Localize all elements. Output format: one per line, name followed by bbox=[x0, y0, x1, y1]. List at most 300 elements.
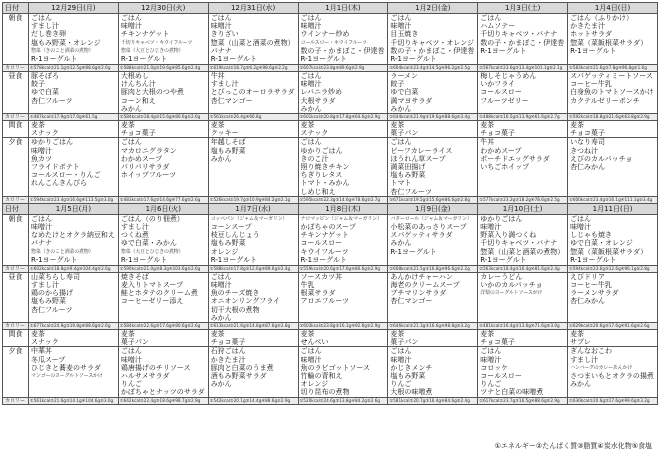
menu-item: 味噌汁 bbox=[480, 355, 502, 364]
menu-item: 豚そぼろ bbox=[31, 72, 59, 80]
menu-item: 麦茶 bbox=[31, 330, 45, 339]
snack-label: 間食 bbox=[3, 330, 29, 347]
snack-cell bbox=[388, 330, 478, 347]
menu-item: 麦茶 bbox=[300, 330, 315, 339]
nutrition-values: ①607kcal②23.8g④89.6g⑤2.9g bbox=[298, 65, 388, 72]
menu-item: 杏仁フルーツ bbox=[390, 187, 432, 196]
menu-item: 麦茶 bbox=[300, 121, 315, 130]
menu-item: チキンナゲット bbox=[120, 30, 170, 39]
lunch-cell bbox=[118, 272, 208, 322]
menu-item: 野菜入り満つくね bbox=[480, 231, 537, 240]
nutrition-values: ①559kcal②20.6g③17.6g④80.6g⑤2.9g bbox=[298, 265, 388, 272]
menu-item: バナナ bbox=[210, 46, 232, 55]
lunch-cell bbox=[568, 272, 658, 322]
menu-item: 惣菜（きのこと酒菜の煮物） bbox=[31, 248, 94, 255]
breakfast-cell bbox=[478, 14, 568, 65]
nutrition-values: ①563kcal②18.4g③16.4g④81.6g⑤2.4g bbox=[478, 265, 568, 272]
menu-item: チョコ菓子 bbox=[120, 129, 156, 138]
menu-item: 塩もみ野菜 bbox=[390, 171, 426, 180]
menu-item: 餃子 bbox=[390, 80, 405, 89]
lunch-cell bbox=[29, 72, 119, 114]
menu-item: 切り昆布の煮物 bbox=[300, 388, 350, 397]
menu-item: 味噌汁 bbox=[210, 281, 232, 290]
menu-item: R-1ヨーグルト bbox=[300, 255, 347, 264]
menu-item: コーンスープ bbox=[210, 223, 252, 232]
menu-item: 大根めし bbox=[120, 72, 149, 80]
menu-item: みかん bbox=[210, 380, 232, 389]
menu-item: えびのカルパッチョ bbox=[570, 154, 633, 163]
menu-item: コーヒー牛乳 bbox=[570, 281, 612, 290]
menu-item: すまし汁 bbox=[31, 281, 59, 290]
menu-item: 数の子・かまぼこ・伊達巻 bbox=[390, 46, 475, 55]
dinner-cell bbox=[388, 138, 478, 196]
nutrition-values: ①581kcal②20.7g③16.4g④84.6g⑤2.4g bbox=[388, 397, 478, 404]
menu-item: 洋梨のヨーグルトソースがけ bbox=[480, 290, 543, 297]
menu-item: 満マヨサラダ bbox=[390, 96, 433, 105]
menu-item: ラーメンサラダ bbox=[570, 289, 619, 298]
menu-item: あんかけチャーハン bbox=[390, 272, 453, 281]
nutrition-values: ①603kcal②23.8g③16.1g④92.6g⑤2.9g bbox=[298, 323, 388, 330]
menu-item: わかめスープ bbox=[480, 146, 522, 155]
nutrition-values: ①483kcal②17.6g③14.6g④77.6g⑤2.6g bbox=[118, 196, 208, 203]
nutrition-values: ①590kcal②21.0g③8.3g④103.6g⑤2.6g bbox=[118, 265, 208, 272]
menu-item: R-1ヨーグルト bbox=[31, 55, 78, 64]
menu-item: だし巻き卵 bbox=[31, 30, 66, 39]
menu-item: レバニラ炒め bbox=[300, 88, 343, 97]
nutrition-values: ①526kcal②19.7g③10.9g④84.2g⑤2.1g bbox=[208, 196, 298, 203]
menu-item: パリパリサラダ bbox=[120, 163, 170, 172]
menu-item: みかん bbox=[570, 380, 592, 389]
menu-item: 千切りキャベツ・キウイフルーツ bbox=[120, 39, 193, 46]
snack-cell bbox=[29, 330, 119, 347]
menu-item: ごはん bbox=[31, 214, 52, 223]
menu-item: 杏仁みかん bbox=[570, 163, 606, 172]
lunch-row bbox=[3, 272, 658, 322]
calorie-label: カロリー bbox=[3, 65, 29, 72]
menu-item: 牛丼 bbox=[480, 138, 495, 147]
menu-item: 数の子・かまぼこ・伊達巻 bbox=[480, 38, 565, 47]
snack-cell bbox=[478, 121, 568, 138]
nutrition-values: ①481kcal②16.4g③13.6g④71.6g⑤3.0g bbox=[478, 323, 568, 330]
nutrition-row bbox=[3, 397, 658, 404]
lunch-cell bbox=[29, 272, 119, 322]
menu-item: 年越しそば bbox=[210, 138, 246, 147]
menu-item: 塩もみ野菜・オレンジ bbox=[31, 38, 101, 47]
snack-cell bbox=[568, 121, 658, 138]
lunch-cell bbox=[388, 72, 478, 114]
dinner-cell bbox=[478, 347, 568, 397]
lunch-cell bbox=[388, 272, 478, 322]
nutrition-values: ①594kcal②23.6g③12.6g④96.1g⑤2.8g bbox=[568, 265, 658, 272]
date-corner-label: 日付 bbox=[3, 3, 29, 14]
menu-item: 魚のラビゴットソース bbox=[300, 363, 371, 372]
breakfast-row bbox=[3, 14, 658, 65]
menu-item: みかん bbox=[390, 104, 412, 113]
date-header: 1月6日(火) bbox=[118, 203, 208, 214]
menu-item: チョコ菓子 bbox=[480, 338, 516, 347]
date-header: 1月4日(日) bbox=[568, 3, 658, 14]
breakfast-cell bbox=[298, 214, 388, 265]
breakfast-cell bbox=[298, 14, 388, 65]
menu-item: 味噌汁 bbox=[31, 223, 52, 232]
breakfast-cell bbox=[118, 14, 208, 65]
menu-item: コールスロー bbox=[480, 88, 522, 97]
menu-item: なめたけとオクラ納豆和え bbox=[31, 231, 115, 240]
menu-item: バナナ bbox=[31, 239, 52, 248]
nutrition-values: ①629kcal②20.6g③17.6g④91.6g⑤2.6g bbox=[568, 323, 658, 330]
menu-item: 豚肉と大根のつや煮 bbox=[120, 88, 184, 97]
menu-item: マカロニグラタン bbox=[120, 146, 177, 155]
menu-item: 酒もみ野菜サラダ bbox=[210, 372, 267, 381]
menu-item: オレンジ bbox=[300, 380, 329, 389]
menu-item: いなり寿司 bbox=[570, 138, 606, 147]
menu-item: 麦茶 bbox=[480, 330, 495, 339]
lunch-label: 昼食 bbox=[3, 272, 29, 322]
menu-item: すまし汁 bbox=[31, 22, 59, 31]
nutrition-values: ①561kcal②26.4g④66.8g bbox=[208, 114, 298, 121]
menu-item: 牛丼 bbox=[210, 72, 225, 80]
dinner-cell bbox=[29, 138, 119, 196]
snack-cell bbox=[388, 121, 478, 138]
menu-item: キウイフルーツ bbox=[300, 247, 349, 256]
menu-item: きりざい bbox=[210, 30, 239, 39]
menu-item: トマト・みかん bbox=[300, 179, 350, 188]
menu-item: R-1ヨーグルト bbox=[480, 255, 527, 264]
menu-item: 千切りキャベツ・バナナ bbox=[480, 239, 558, 248]
menu-item: 麦茶 bbox=[210, 121, 225, 130]
breakfast-cell bbox=[118, 214, 208, 265]
snack-row bbox=[3, 121, 658, 138]
menu-item: 梅しそじゃうめん bbox=[480, 72, 537, 80]
breakfast-row bbox=[3, 214, 658, 265]
dinner-row bbox=[3, 347, 658, 397]
breakfast-cell bbox=[478, 214, 568, 265]
menu-item: 塩もみ野菜 bbox=[31, 297, 66, 306]
menu-item: コーヒー牛乳 bbox=[570, 80, 612, 89]
menu-item: 味噌汁 bbox=[210, 22, 232, 31]
date-header: 1月5日(月) bbox=[29, 203, 119, 214]
menu-item: ゆで白菜 bbox=[31, 88, 59, 97]
date-header: 1月7日(水) bbox=[208, 203, 298, 214]
menu-item: R-1ヨーグルト bbox=[570, 46, 617, 55]
snack-row bbox=[3, 330, 658, 347]
menu-item: ごはん bbox=[390, 14, 412, 22]
menu-item: いかのカルパッチョ bbox=[480, 281, 543, 290]
menu-item: 千切りキャベツ・バナナ bbox=[480, 30, 558, 39]
menu-item: ナロマッピン（ジャム＆マーガリン） bbox=[300, 215, 382, 222]
nutrition-values: ①584kcal②18.4g③15.6g④80.6g⑤2.6g bbox=[118, 114, 208, 121]
menu-item: 惣菜（きのこと酒菜の煮物） bbox=[31, 47, 94, 54]
nutrition-row bbox=[3, 196, 658, 203]
menu-item: みかん bbox=[210, 154, 232, 163]
menu-item: 味噌汁 bbox=[120, 355, 142, 364]
menu-item: みかん bbox=[120, 104, 142, 113]
menu-item: 惣菜（山菜と酒菜の煮物） bbox=[210, 38, 295, 47]
menu-item: サブレ bbox=[570, 338, 591, 347]
menu-item: せんべい bbox=[300, 338, 329, 347]
menu-item: 麦茶 bbox=[120, 121, 135, 130]
menu-item: 小松菜のあっさりスープ bbox=[390, 223, 467, 232]
nutrition-values: ①577kcal②23.2g③18.2g④78.6g⑤2.5g bbox=[478, 196, 568, 203]
menu-item: 鶏唐揚げのチリソース bbox=[120, 363, 191, 372]
calorie-label: カロリー bbox=[3, 265, 29, 272]
menu-item: アロエフルーツ bbox=[300, 297, 349, 306]
menu-item: 麦茶 bbox=[570, 121, 585, 130]
menu-item: ごはん bbox=[120, 347, 142, 356]
menu-item: きつね汁 bbox=[570, 146, 599, 155]
menu-item: 惣菜（菜飯根菜サラダ） bbox=[570, 38, 648, 47]
snack-label: 間食 bbox=[3, 121, 29, 138]
menu-item: 麦茶 bbox=[480, 121, 495, 130]
menu-item: 味噌汁 bbox=[480, 223, 502, 232]
breakfast-cell bbox=[208, 14, 298, 65]
menu-item: 竹輪の青和え bbox=[300, 372, 343, 381]
menu-item: オニオンリングフライ bbox=[210, 297, 281, 306]
menu-item: すまし汁 bbox=[210, 80, 239, 89]
menu-item: チョコ菓子 bbox=[570, 129, 605, 138]
menu-item: フルーツゼリー bbox=[480, 96, 529, 105]
menu-item: 照り焼きチキン bbox=[300, 163, 350, 172]
menu-item: 味噌汁 bbox=[570, 223, 592, 232]
snack-cell bbox=[208, 330, 298, 347]
menu-item: 豚肉と白菜のうま煮 bbox=[210, 363, 274, 372]
menu-item: ホイップフルーツ bbox=[120, 171, 177, 180]
date-header: 1月10日(土) bbox=[478, 203, 568, 214]
menu-item: マンゴーのヨーグルトソースかけ bbox=[31, 373, 103, 380]
menu-item: R-1ヨーグルト bbox=[480, 46, 527, 55]
menu-item: しめじ和え bbox=[300, 187, 336, 196]
menu-item: ちぎりレタス bbox=[300, 171, 343, 180]
menu-item: 白身魚のトマトソースかけ bbox=[570, 88, 654, 97]
date-header: 1月3日(土) bbox=[478, 3, 568, 14]
menu-item: コールスロー・りんご bbox=[31, 171, 101, 180]
dinner-cell bbox=[118, 138, 208, 196]
date-header: 1月1日(木) bbox=[298, 3, 388, 14]
weekly-menu-table bbox=[2, 2, 658, 405]
menu-item: バターロール（ジャム＆マーガリン） bbox=[390, 215, 472, 222]
menu-item: りんご bbox=[390, 380, 412, 389]
lunch-cell bbox=[568, 72, 658, 114]
menu-item: コールスロー bbox=[480, 372, 522, 381]
menu-item: 枝豆しんじょう bbox=[210, 231, 260, 240]
menu-item: スナック bbox=[31, 338, 59, 347]
menu-item: ごはん bbox=[300, 347, 322, 356]
menu-item: ゆかりごはん bbox=[480, 214, 523, 223]
menu-item: R-1ヨーグルト bbox=[120, 255, 168, 264]
menu-item: 塩もみ野菜 bbox=[210, 239, 246, 248]
menu-item: 塩もみ野菜 bbox=[210, 146, 246, 155]
breakfast-label: 朝食 bbox=[3, 214, 29, 265]
snack-cell bbox=[298, 330, 388, 347]
nutrition-values: ①671kcal②19.5g③15.6g④86.6g⑤2.8g bbox=[388, 196, 478, 203]
menu-item: ごはん bbox=[480, 347, 502, 356]
menu-item: かぼちゃのスープ bbox=[300, 223, 356, 232]
nutrition-row bbox=[3, 65, 658, 72]
menu-item: ブチマリンサラダ bbox=[390, 289, 447, 298]
nutrition-values: ①520kcal②24.6g③13.8g④84.2g⑤2.6g bbox=[298, 397, 388, 404]
breakfast-cell bbox=[388, 214, 478, 265]
lunch-cell bbox=[208, 72, 298, 114]
breakfast-label: 朝食 bbox=[3, 14, 29, 65]
nutrition-values: ①583kcal②21.6g③7.8g④96.8g⑤1.6g bbox=[568, 65, 658, 72]
nutrition-values: ①594kcal②23.4g③16.6g④113.5g⑤3.0g bbox=[29, 196, 119, 203]
dinner-cell bbox=[29, 347, 119, 397]
menu-item: ホットサラダ bbox=[570, 30, 612, 39]
date-header: 1月2日(金) bbox=[388, 3, 478, 14]
menu-item: ハンバーグのカレーあんかけ bbox=[570, 364, 633, 371]
snack-cell bbox=[118, 330, 208, 347]
dinner-cell bbox=[478, 138, 568, 196]
menu-item: いちごホイップ bbox=[480, 163, 530, 172]
menu-item: とびっこのオーロラサラダ bbox=[210, 88, 295, 97]
date-header: 1月8日(木) bbox=[298, 203, 388, 214]
menu-item: 焼きそば bbox=[120, 272, 149, 281]
dinner-label: 夕食 bbox=[3, 138, 29, 196]
nutrition-values: ①487kcal②17.9g③17.0g④61.5g bbox=[29, 114, 119, 121]
nutrition-values: ①561kcal②21.6g③14.1g④104.6g⑤3.0g bbox=[29, 397, 119, 404]
menu-item: 惣菜（大豆とひじきの煮物） bbox=[120, 248, 184, 255]
dinner-cell bbox=[568, 347, 658, 397]
snack-cell bbox=[298, 121, 388, 138]
nutrition-values: ①617kcal②23.7g③16.5g④88.6g⑤2.9g bbox=[478, 397, 568, 404]
date-header: 12月31日(水) bbox=[208, 3, 298, 14]
menu-item: 大根サラダ bbox=[300, 96, 336, 105]
nutrition-values: ①588kcal②17.8g③12.6g④89.6g⑤2.4g bbox=[208, 265, 298, 272]
dinner-row bbox=[3, 138, 658, 196]
menu-item: コロッケ bbox=[480, 363, 509, 372]
dinner-label: 夕食 bbox=[3, 347, 29, 397]
menu-item: しじゃも焼き bbox=[570, 231, 613, 240]
date-header: 12月29日(月) bbox=[29, 3, 119, 14]
menu-item: ツナと白菜の味噌煮 bbox=[480, 388, 544, 397]
breakfast-cell bbox=[388, 14, 478, 65]
menu-item: みかん bbox=[300, 104, 322, 113]
menu-item: ごはん（のり佃煮） bbox=[120, 214, 184, 223]
menu-item: 石狩ごはん bbox=[210, 347, 246, 356]
menu-item: スナック bbox=[31, 129, 59, 138]
menu-item: 味噌汁 bbox=[390, 355, 412, 364]
menu-item: ゆかりごはん bbox=[300, 146, 343, 155]
menu-item: ハムソテー bbox=[480, 22, 516, 31]
menu-item: 杏仁マンゴー bbox=[210, 96, 253, 105]
snack-cell bbox=[208, 121, 298, 138]
menu-item: コーヒーゼリー添え bbox=[120, 297, 184, 306]
menu-item: みかん bbox=[390, 239, 412, 248]
nutrition-values: ①642kcal②22.4g③18.6g④98.7g⑤2.9g bbox=[118, 397, 208, 404]
menu-item: 杏仁みかん bbox=[570, 297, 606, 306]
dinner-cell bbox=[298, 138, 388, 196]
menu-item: 惣菜（大豆とひじきの煮物） bbox=[120, 47, 184, 54]
menu-item: 塩もみ野菜 bbox=[390, 372, 426, 381]
menu-item: すまし汁 bbox=[120, 223, 149, 232]
dinner-cell bbox=[208, 347, 298, 397]
menu-item: ごはん bbox=[480, 14, 502, 22]
menu-item: りんご bbox=[120, 380, 142, 389]
menu-sheet bbox=[2, 2, 658, 450]
menu-item: ゆかりごはん bbox=[31, 138, 73, 147]
menu-item: ごはん bbox=[31, 14, 52, 22]
lunch-label: 昼食 bbox=[3, 72, 29, 114]
menu-item: カクテルゼリーポンチ bbox=[570, 96, 640, 105]
menu-item: コーン和え bbox=[120, 96, 156, 105]
breakfast-cell bbox=[29, 214, 119, 265]
menu-item: オレンジ bbox=[210, 247, 239, 256]
menu-item: 菓子パン bbox=[120, 338, 149, 347]
menu-item: 杏仁フルーツ bbox=[31, 96, 73, 105]
calorie-label: カロリー bbox=[3, 196, 29, 203]
snack-cell bbox=[29, 121, 119, 138]
nutrition-values: ①584kcal②22.6g③17.6g④80.6g⑤2.6g bbox=[118, 323, 208, 330]
menu-item: クッキー bbox=[210, 129, 239, 138]
date-corner-label: 日付 bbox=[3, 203, 29, 214]
menu-item: コールスロー・キウイフルーツ bbox=[300, 39, 367, 46]
menu-item: 満菜田揚げ bbox=[390, 163, 426, 172]
nutrition-values: ①588kcal②21.0g③19.6g④85.6g⑤2.4g bbox=[118, 65, 208, 72]
menu-item: チキンナゲット bbox=[300, 231, 349, 240]
menu-item: ごはん bbox=[300, 72, 322, 80]
menu-item: かじきメンチ bbox=[390, 363, 433, 372]
dinner-cell bbox=[388, 347, 478, 397]
dinner-cell bbox=[298, 347, 388, 397]
menu-item: かきたま汁 bbox=[570, 22, 606, 31]
menu-item: わかめスープ bbox=[120, 154, 163, 163]
menu-item: ほうれん草スープ bbox=[390, 154, 446, 163]
date-header-row bbox=[3, 3, 658, 14]
menu-item: ごはん bbox=[120, 138, 142, 147]
lunch-cell bbox=[478, 272, 568, 322]
menu-item: 味噌汁 bbox=[300, 355, 322, 364]
menu-item: 惣菜（山菜と酒菜の煮物） bbox=[480, 247, 565, 256]
calorie-label: カロリー bbox=[3, 323, 29, 330]
menu-item: R-1ヨーグルト bbox=[210, 255, 258, 264]
menu-item: ひじきと蕎麦のサラダ bbox=[31, 363, 101, 372]
menu-item: ソースカツ丼 bbox=[300, 272, 343, 281]
menu-item: ポーチドエッグサラダ bbox=[480, 154, 550, 163]
lunch-row bbox=[3, 72, 658, 114]
menu-item: かぼちゃとナッツのサラダ bbox=[120, 388, 205, 397]
menu-item: ごはん bbox=[390, 347, 412, 356]
date-header: 12月30日(火) bbox=[118, 3, 208, 14]
menu-item: 鶏のから揚げ bbox=[31, 289, 73, 298]
menu-item: ごはん bbox=[570, 214, 592, 223]
nutrition-values: ①613kcal②21.6g③14.8g④87.6g⑤2.8g bbox=[208, 323, 298, 330]
menu-item: 千切りキャベツ・オレンジ bbox=[390, 38, 475, 47]
nutrition-values: ①542kcal②20.1g③14.4g④88.6g⑤2.9g bbox=[208, 397, 298, 404]
nutrition-values: ①601kcal②20.8g③17.8g④64.6g⑤2.9g bbox=[298, 114, 388, 121]
menu-item: 数の子・かまぼこ・伊達巻 bbox=[300, 46, 385, 55]
menu-item: チョコ菓子 bbox=[210, 338, 246, 347]
nutrition-values: ①604kcal②23.4g③14.5g④96.2g⑤2.5g bbox=[388, 65, 478, 72]
menu-item: 麦茶 bbox=[210, 330, 225, 339]
menu-item: 味噌汁 bbox=[300, 80, 322, 89]
menu-item: スナック bbox=[300, 129, 329, 138]
snack-cell bbox=[568, 330, 658, 347]
dinner-cell bbox=[568, 138, 658, 196]
menu-item: 味噌汁 bbox=[300, 22, 322, 31]
lunch-cell bbox=[118, 72, 208, 114]
menu-item: けんちん汁 bbox=[120, 80, 156, 89]
menu-item: フライドポテト bbox=[31, 163, 80, 172]
menu-item: かきたま汁 bbox=[210, 355, 246, 364]
menu-item: ぎんなおこわ bbox=[570, 347, 613, 356]
menu-item: スパゲッティサラダ bbox=[390, 231, 453, 240]
menu-item: ごはん bbox=[120, 14, 142, 22]
menu-item: ウインナー炒め bbox=[300, 30, 350, 39]
menu-item: 麦茶 bbox=[120, 330, 135, 339]
menu-item: ビーフカレーライス bbox=[390, 146, 453, 155]
lunch-cell bbox=[298, 72, 388, 114]
nutrition-row bbox=[3, 265, 658, 272]
